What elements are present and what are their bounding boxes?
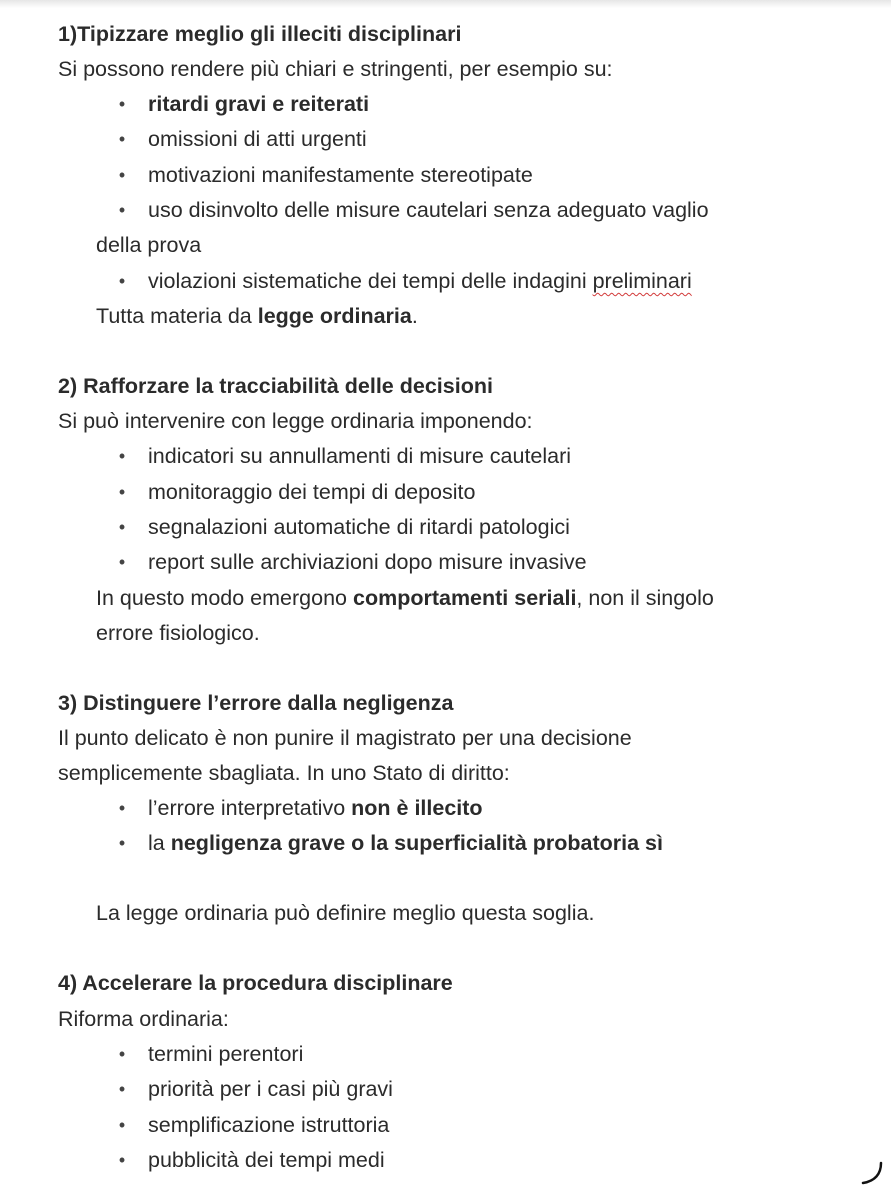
- section-2-heading: 2) Rafforzare la tracciabilità delle decisioni: [58, 374, 493, 398]
- bullet-icon: •: [118, 200, 126, 220]
- bullet-text: indicatori su annullamenti di misure cautelari: [148, 444, 572, 468]
- bullet-icon: •: [118, 833, 126, 853]
- bullet-text: violazioni sistematiche dei tempi delle indagini: [148, 269, 593, 293]
- section-2-closing: In questo modo emergono comportamenti seriali, non il singolo: [96, 586, 714, 610]
- bullet-icon: •: [118, 94, 126, 114]
- bullet-icon: •: [118, 271, 126, 291]
- bullet-continuation: della prova: [96, 233, 202, 257]
- section-4-intro: Riforma ordinaria:: [58, 1007, 229, 1031]
- section-3-intro-line-1: Il punto delicato è non punire il magistrato per una decisione: [58, 726, 632, 750]
- bullet-icon: •: [118, 798, 126, 818]
- bullet-text: omissioni di atti urgenti: [148, 127, 367, 151]
- bullet-text: report sulle archiviazioni dopo misure invasive: [148, 550, 587, 574]
- resize-handle-icon[interactable]: [859, 1160, 885, 1186]
- bullet-text: motivazioni manifestamente stereotipate: [148, 163, 533, 187]
- section-4-heading: 4) Accelerare la procedura disciplinare: [58, 971, 453, 995]
- section-3-closing: La legge ordinaria può definire meglio questa soglia.: [96, 901, 595, 925]
- bullet-icon: •: [118, 1150, 126, 1170]
- section-1-intro: Si possono rendere più chiari e stringenti, per esempio su:: [58, 57, 613, 81]
- section-2-closing-line-2: errore fisiologico.: [96, 621, 260, 645]
- bullet-text: uso disinvolto delle misure cautelari senza adeguato vaglio: [148, 198, 709, 222]
- bullet-icon: •: [118, 552, 126, 572]
- bullet-icon: •: [118, 446, 126, 466]
- bullet-icon: •: [118, 1115, 126, 1135]
- section-3-heading: 3) Distinguere l’errore dalla negligenza: [58, 691, 454, 715]
- bullet-icon: •: [118, 165, 126, 185]
- bullet-icon: •: [118, 129, 126, 149]
- bullet-icon: •: [118, 1044, 126, 1064]
- bullet-text: segnalazioni automatiche di ritardi patologici: [148, 515, 570, 539]
- bullet-text: monitoraggio dei tempi di deposito: [148, 480, 476, 504]
- bullet-text-bold: ritardi gravi e reiterati: [148, 92, 370, 116]
- bullet-text: pubblicità dei tempi medi: [148, 1148, 385, 1172]
- section-1-closing: Tutta materia da legge ordinaria.: [96, 304, 418, 328]
- bullet-text: priorità per i casi più gravi: [148, 1077, 393, 1101]
- section-1-heading: 1)Tipizzare meglio gli illeciti disciplinari: [58, 22, 462, 46]
- bullet-icon: •: [118, 482, 126, 502]
- bullet-text: termini perentori: [148, 1042, 304, 1066]
- section-2-intro: Si può intervenire con legge ordinaria imponendo:: [58, 409, 533, 433]
- spellcheck-word: preliminari: [592, 269, 692, 293]
- bullet-icon: •: [118, 1079, 126, 1099]
- top-edge-shadow: [0, 0, 891, 8]
- bullet-text: semplificazione istruttoria: [148, 1113, 390, 1137]
- section-3-intro-line-2: semplicemente sbagliata. In uno Stato di diritto:: [58, 761, 510, 785]
- bullet-icon: •: [118, 517, 126, 537]
